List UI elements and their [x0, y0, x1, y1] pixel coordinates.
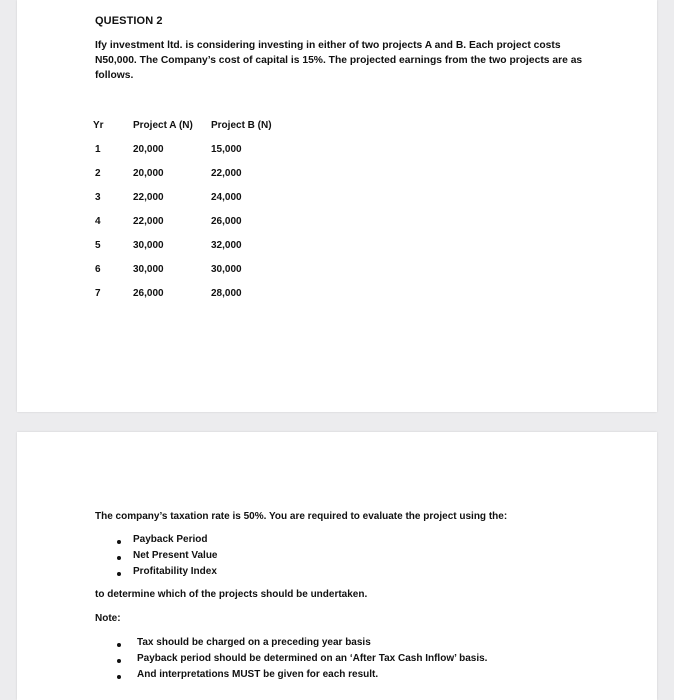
- table-cell-year: 7: [95, 288, 101, 299]
- table-cell-project-b: 24,000: [211, 192, 242, 203]
- conclusion-line: to determine which of the projects should be undertaken.: [95, 589, 368, 600]
- method-item-payback-period: Payback Period: [133, 534, 208, 545]
- table-cell-year: 3: [95, 192, 101, 203]
- table-cell-year: 1: [95, 144, 101, 155]
- bullet-icon: [117, 675, 121, 679]
- note-label: Note:: [95, 613, 121, 624]
- table-cell-project-a: 22,000: [133, 192, 164, 203]
- note-item-interpretations: And interpretations MUST be given for each result.: [137, 669, 379, 680]
- table-cell-project-b: 26,000: [211, 216, 242, 227]
- note-item-tax: Tax should be charged on a preceding year basis: [137, 637, 371, 648]
- table-cell-project-b: 15,000: [211, 144, 242, 155]
- table-cell-project-a: 26,000: [133, 288, 164, 299]
- bullet-icon: [117, 643, 121, 647]
- bullet-icon: [117, 572, 121, 576]
- table-cell-project-b: 32,000: [211, 240, 242, 251]
- note-item-payback: Payback period should be determined on an ‘After Tax Cash Inflow’ basis.: [137, 653, 488, 664]
- table-header-year: Yr: [93, 120, 104, 131]
- table-cell-year: 6: [95, 264, 101, 275]
- table-header-project-b: Project B (N): [211, 120, 272, 131]
- question-heading: QUESTION 2: [95, 15, 163, 27]
- method-item-net-present-value: Net Present Value: [133, 550, 218, 561]
- table-cell-project-a: 20,000: [133, 168, 164, 179]
- table-cell-project-b: 30,000: [211, 264, 242, 275]
- table-cell-project-b: 22,000: [211, 168, 242, 179]
- tax-rate-line: The company’s taxation rate is 50%. You are required to evaluate the project using the:: [95, 511, 508, 522]
- document-page-2: [17, 432, 657, 700]
- table-cell-project-a: 20,000: [133, 144, 164, 155]
- table-cell-project-b: 28,000: [211, 288, 242, 299]
- table-cell-project-a: 22,000: [133, 216, 164, 227]
- table-header-project-a: Project A (N): [133, 120, 193, 131]
- table-cell-year: 5: [95, 240, 101, 251]
- table-cell-project-a: 30,000: [133, 264, 164, 275]
- method-item-profitability-index: Profitability Index: [133, 566, 217, 577]
- table-cell-year: 2: [95, 168, 101, 179]
- bullet-icon: [117, 540, 121, 544]
- bullet-icon: [117, 659, 121, 663]
- question-intro: Ify investment ltd. is considering investing in either of two projects A and B. Each project costs N50,000. The Company’s cost of capital is 15%. The projected earnings from the two projects are as follows.: [95, 40, 583, 81]
- table-cell-project-a: 30,000: [133, 240, 164, 251]
- table-cell-year: 4: [95, 216, 101, 227]
- bullet-icon: [117, 556, 121, 560]
- document-page-1: [17, 0, 657, 412]
